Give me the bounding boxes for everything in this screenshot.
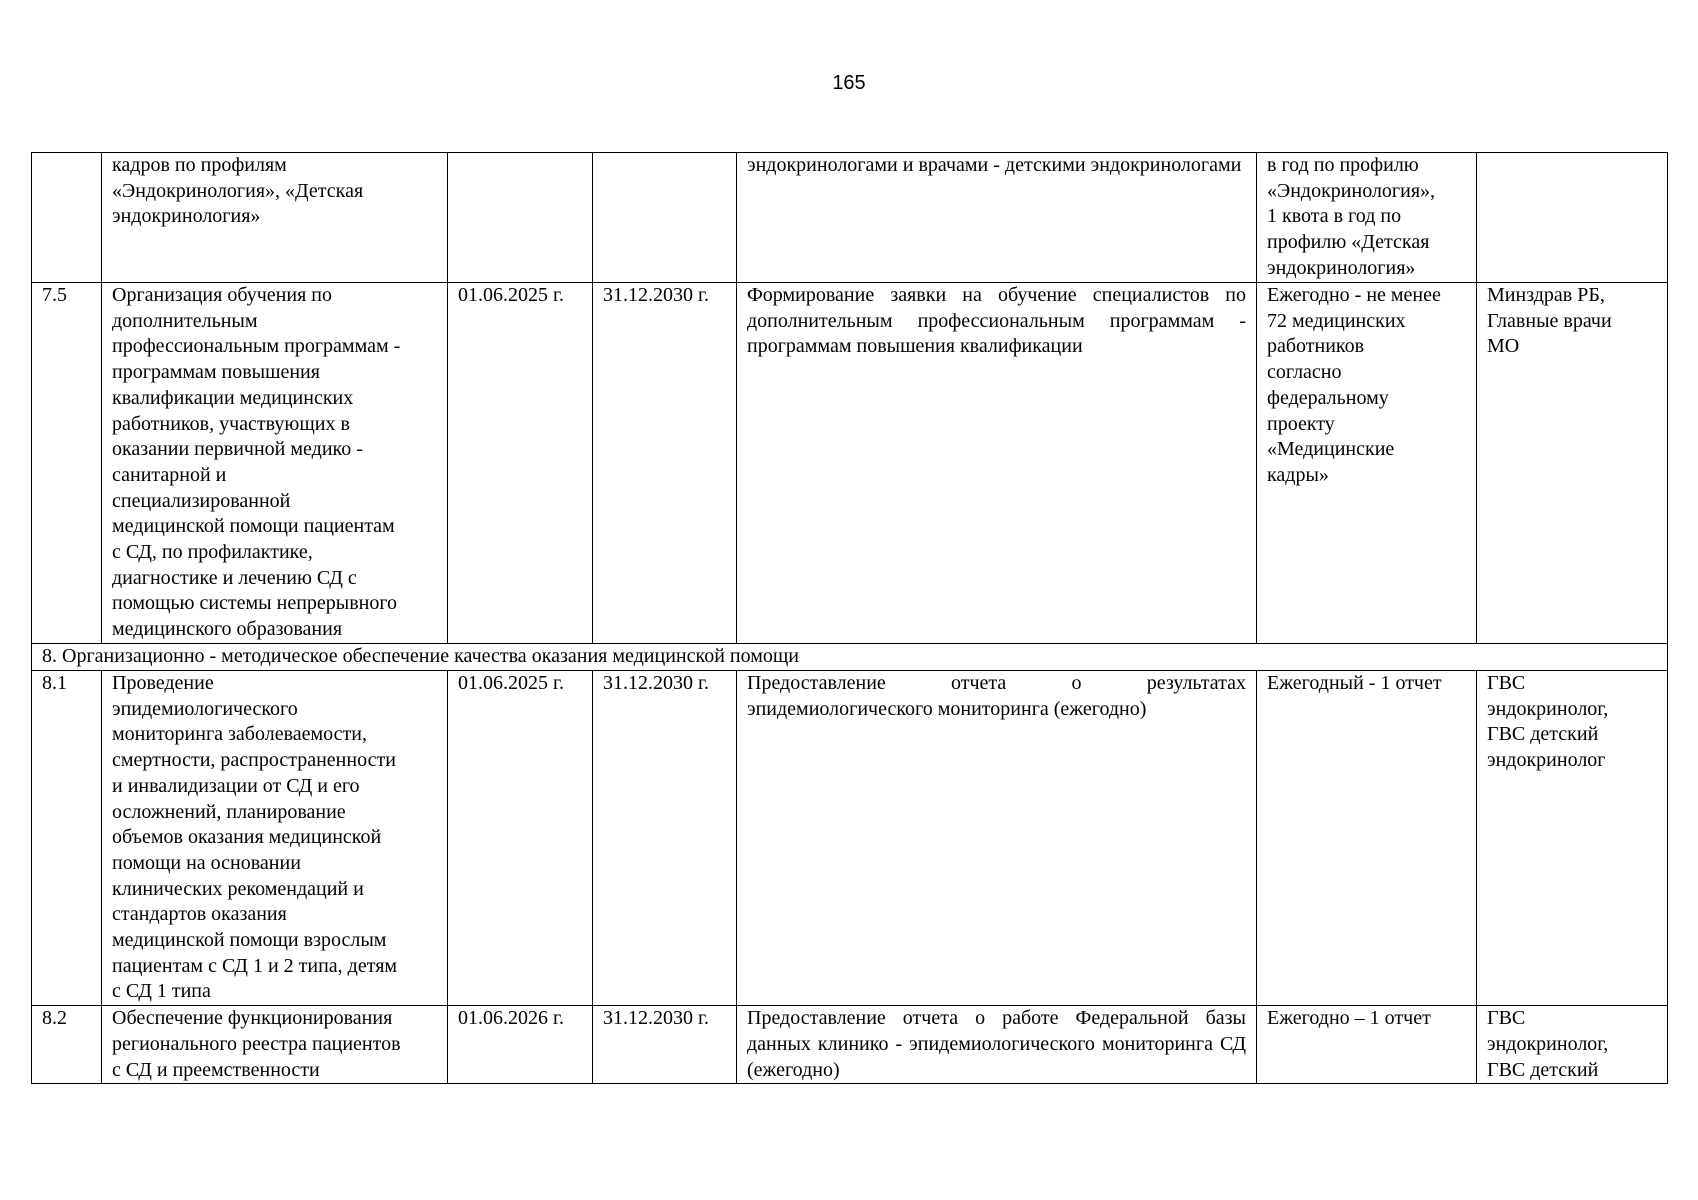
- end-date-cell: 31.12.2030 г.: [593, 283, 737, 644]
- responsible-cell: Минздрав РБ, Главные врачи МО: [1477, 283, 1668, 644]
- activity-cell: кадров по профилям «Эндокринология», «Детская эндокринология»: [102, 153, 448, 283]
- indicator-cell: Ежегодно – 1 отчет: [1257, 1006, 1477, 1084]
- row-number: 8.2: [32, 1006, 102, 1084]
- result-cell: Предоставление отчета о результатах эпидемиологического мониторинга (ежегодно): [737, 671, 1257, 1006]
- start-date-cell: 01.06.2025 г.: [448, 671, 593, 1006]
- end-date-cell: 31.12.2030 г.: [593, 1006, 737, 1084]
- table-row-7-5: [32, 283, 1668, 644]
- start-date-cell: 01.06.2025 г.: [448, 283, 593, 644]
- indicator-cell: Ежегодно - не менее 72 медицинских работников согласно федеральному проекту «Медицинские кадры»: [1257, 283, 1477, 644]
- table-row-8-1: [32, 671, 1668, 1006]
- row-number: 7.5: [32, 283, 102, 644]
- responsible-cell: ГВС эндокринолог, ГВС детский эндокринолог: [1477, 671, 1668, 1006]
- row-number: 8.1: [32, 671, 102, 1006]
- page-number: 165: [832, 72, 866, 94]
- indicator-cell: в год по профилю «Эндокринология», 1 квота в год по профилю «Детская эндокринология»: [1257, 153, 1477, 283]
- table-row-continuation: [32, 153, 1668, 283]
- activity-cell: Обеспечение функционирования регионального реестра пациентов с СД и преемственности: [102, 1006, 448, 1084]
- section-heading-row: [32, 644, 1668, 671]
- action-plan-table: [31, 152, 1668, 1084]
- responsible-cell: ГВС эндокринолог, ГВС детский: [1477, 1006, 1668, 1084]
- end-date-cell: [593, 153, 737, 283]
- responsible-cell: [1477, 153, 1668, 283]
- table-row-8-2: [32, 1006, 1668, 1084]
- activity-cell: Организация обучения по дополнительным профессиональным программам - программам повышения квалификации медицинских работников, участвующих в оказании первичной медико - санитарной и специализированной медицинской помощи пациентам с СД, по профилактике, диагностике и лечению СД с помощью системы непрерывного медицинского образования: [102, 283, 448, 644]
- start-date-cell: 01.06.2026 г.: [448, 1006, 593, 1084]
- section-heading: 8. Организационно - методическое обеспечение качества оказания медицинской помощи: [32, 644, 1668, 671]
- end-date-cell: 31.12.2030 г.: [593, 671, 737, 1006]
- activity-cell: Проведение эпидемиологического мониторинга заболеваемости, смертности, распространенности и инвалидизации от СД и его осложнений, планирование объемов оказания медицинской помощи на основании клинических рекомендаций и стандартов оказания медицинской помощи взрослым пациентам с СД 1 и 2 типа, детям с СД 1 типа: [102, 671, 448, 1006]
- indicator-cell: Ежегодный - 1 отчет: [1257, 671, 1477, 1006]
- result-cell: эндокринологами и врачами - детскими эндокринологами: [737, 153, 1257, 283]
- start-date-cell: [448, 153, 593, 283]
- row-number: [32, 153, 102, 283]
- result-cell: Предоставление отчета о работе Федеральной базы данных клинико - эпидемиологического мониторинга СД (ежегодно): [737, 1006, 1257, 1084]
- result-cell: Формирование заявки на обучение специалистов по дополнительным профессиональным программам - программам повышения квалификации: [737, 283, 1257, 644]
